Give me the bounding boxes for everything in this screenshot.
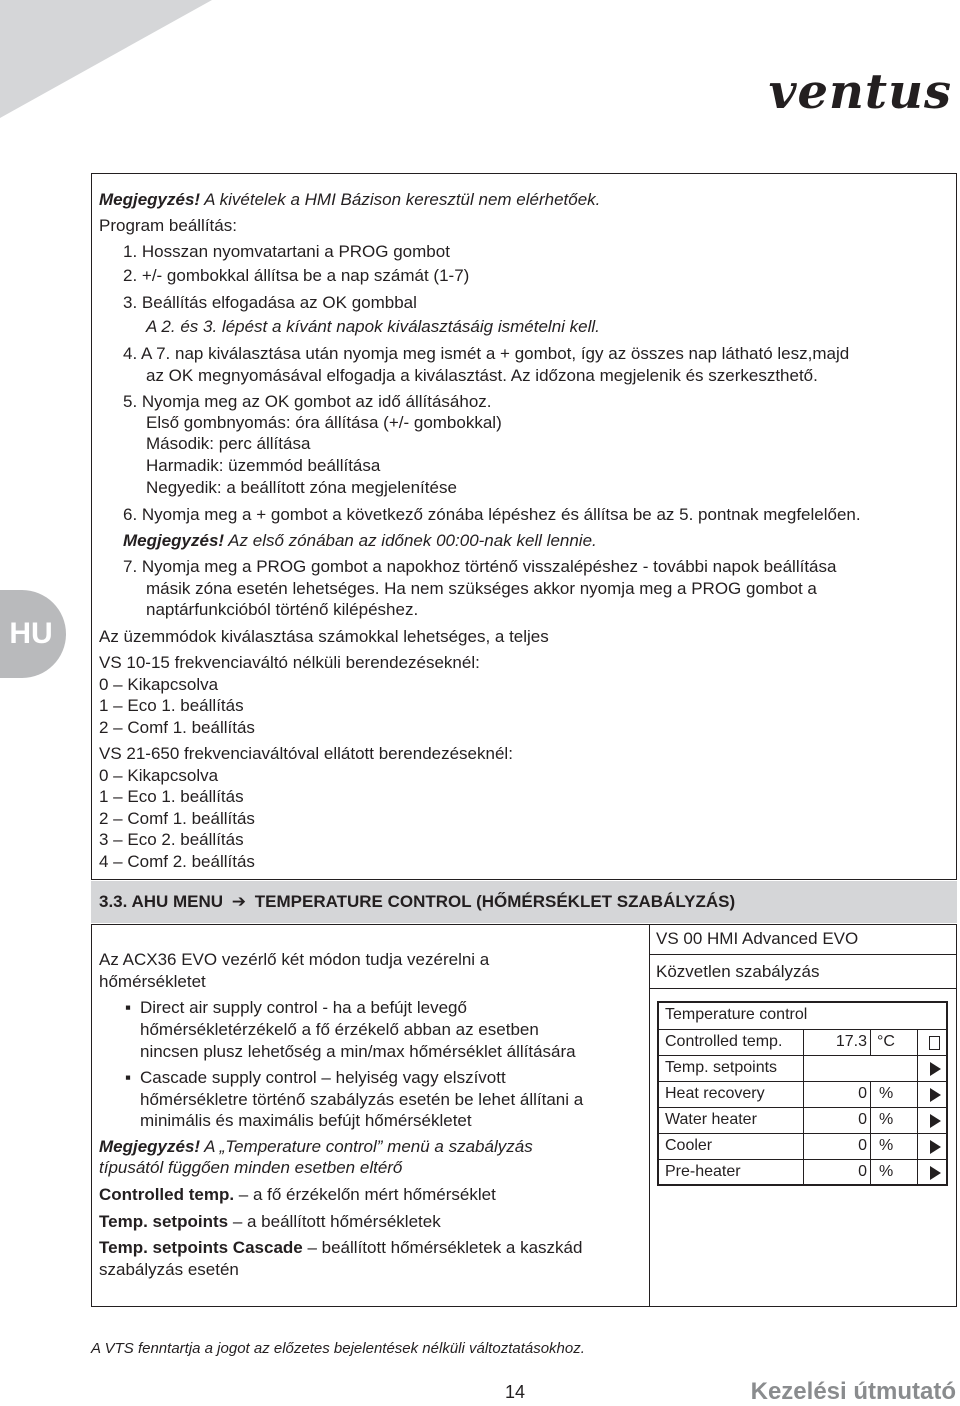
menu-title: Temperature control [665, 1006, 808, 1023]
bullet1-line2: hőmérsékletérzékelő a fő érzékelő abban az esetben [140, 1020, 539, 1039]
submenu-arrow-icon[interactable] [930, 1114, 941, 1128]
bullet2-line2: hőmérsékletre történő szabályzás esetén be lehet állítani a [140, 1090, 584, 1109]
step-3: 3. Beállítás elfogadása az OK gombbal [123, 293, 417, 312]
menu-row-value: 0 [858, 1111, 867, 1128]
menu-row-label: Pre-heater [665, 1163, 741, 1180]
menu-row[interactable] [659, 1029, 946, 1056]
vs1-mode: 1 – Eco 1. beállítás [99, 696, 244, 715]
page-number: 14 [505, 1382, 526, 1402]
menu-row-unit: % [879, 1163, 894, 1180]
ventus-logo: ventus [768, 64, 952, 120]
section-heading: 3.3. AHU MENU ➔ TEMPERATURE CONTROL (HŐMÉRSÉKLET SZABÁLYZÁS) [91, 881, 957, 923]
bullet-icon: ▪ [125, 1068, 132, 1087]
bullet-icon: ▪ [125, 998, 132, 1017]
menu-row[interactable] [659, 1159, 946, 1186]
definition-2: Temp. setpoints – a beállított hőmérsékletek [99, 1212, 441, 1231]
menu-row-value: 0 [858, 1085, 867, 1102]
menu-row-label: Temp. setpoints [665, 1059, 778, 1076]
divider [649, 954, 957, 955]
control-mode: Közvetlen szabályzás [656, 962, 820, 981]
disclaimer: A VTS fenntartja a jogot az előzetes bejelentések nélküli változtatásokhoz. [91, 1340, 585, 1357]
press-2: Második: perc állítása [146, 434, 311, 453]
note-line: Megjegyzés! A kivételek a HMI Bázison keresztül nem elérhetőek. [99, 190, 601, 209]
definition-3-line2: szabályzás esetén [99, 1260, 239, 1279]
intro-line2: hőmérsékletet [99, 972, 206, 991]
step-5: 5. Nyomja meg az OK gombot az idő állításához. [123, 392, 492, 411]
press-4: Negyedik: a beállított zóna megjelenítése [146, 478, 457, 497]
menu-row-value: 0 [858, 1137, 867, 1154]
step-6: 6. Nyomja meg a + gombot a következő zónába lépéshez és állítsa be az 5. pontnak megfelelően. [123, 505, 861, 524]
vs1-mode: 2 – Comf 1. beállítás [99, 718, 255, 737]
temperature-control-menu [657, 1001, 948, 1186]
menu-row-unit: % [879, 1085, 894, 1102]
submenu-arrow-icon[interactable] [930, 1140, 941, 1154]
note-2: Megjegyzés! Az első zónában az időnek 00:00-nak kell lennie. [123, 531, 597, 550]
vs1-mode: 0 – Kikapcsolva [99, 675, 219, 694]
divider [649, 988, 957, 989]
divider [917, 1030, 918, 1056]
placeholder-icon [929, 1036, 940, 1050]
bullet1-line1: Direct air supply control - ha a befújt levegő [140, 998, 467, 1017]
step-2: 2. +/- gombokkal állítsa be a nap számát (1-7) [123, 266, 470, 285]
divider [917, 1134, 918, 1160]
intro-line1: Az ACX36 EVO vezérlő két módon tudja vezérelni a [99, 950, 490, 969]
menu-row-label: Controlled temp. [665, 1033, 783, 1050]
submenu-arrow-icon[interactable] [930, 1062, 941, 1076]
divider [917, 1082, 918, 1108]
press-3: Harmadik: üzemmód beállítása [146, 456, 381, 475]
menu-row-unit: % [879, 1137, 894, 1154]
divider [870, 1030, 871, 1056]
submenu-arrow-icon[interactable] [930, 1166, 941, 1180]
definition-1: Controlled temp. – a fő érzékelőn mért hőmérséklet [99, 1185, 496, 1204]
divider [917, 1108, 918, 1134]
step-7-line1: 7. Nyomja meg a PROG gombot a napokhoz történő visszalépéshez - további napok beállítása [123, 557, 837, 576]
divider [870, 1108, 871, 1134]
vs2-mode: 2 – Comf 1. beállítás [99, 809, 255, 828]
step-7-line3: naptárfunkcióból történő kilépéshez. [146, 600, 419, 619]
bullet2-line1: Cascade supply control – helyiség vagy elszívott [140, 1068, 506, 1087]
bullet2-line3: minimális és maximális befújt hőmérsékletet [140, 1111, 472, 1130]
language-tab: HU [0, 590, 66, 678]
device-name: VS 00 HMI Advanced EVO [656, 929, 859, 948]
vs2-mode: 0 – Kikapcsolva [99, 766, 219, 785]
divider [870, 1134, 871, 1160]
menu-row[interactable] [659, 1107, 946, 1134]
menu-row-label: Water heater [665, 1111, 757, 1128]
vs2-mode: 3 – Eco 2. beállítás [99, 830, 244, 849]
note-3-line1: Megjegyzés! A „Temperature control” menü a szabályzás [99, 1137, 533, 1156]
modes-intro: Az üzemmódok kiválasztása számokkal lehetséges, a teljes [99, 627, 549, 646]
definition-3: Temp. setpoints Cascade – beállított hőmérsékletek a kaszkád [99, 1238, 583, 1257]
step-7-line2: másik zóna esetén lehetséges. Ha nem szükséges akkor nyomja meg a PROG gombot a [146, 579, 817, 598]
menu-row[interactable] [659, 1055, 946, 1082]
menu-row-label: Heat recovery [665, 1085, 765, 1102]
corner-decoration [0, 0, 212, 118]
step-3-note: A 2. és 3. lépést a kívánt napok kiválasztásáig ismételni kell. [146, 317, 600, 336]
menu-row-unit: % [879, 1111, 894, 1128]
vs2-mode: 4 – Comf 2. beállítás [99, 852, 255, 871]
menu-row-label: Cooler [665, 1137, 713, 1154]
divider [870, 1160, 871, 1186]
step-1: 1. Hosszan nyomvatartani a PROG gombot [123, 242, 450, 261]
menu-row-value: 0 [858, 1163, 867, 1180]
divider [917, 1056, 918, 1082]
vs2-mode: 1 – Eco 1. beállítás [99, 787, 244, 806]
submenu-arrow-icon[interactable] [930, 1088, 941, 1102]
menu-row[interactable] [659, 1133, 946, 1160]
divider [803, 1056, 804, 1082]
menu-row-value: 17.3 [835, 1033, 867, 1050]
document-title: Kezelési útmutató [750, 1378, 956, 1405]
divider [870, 1082, 871, 1108]
menu-row-unit: °C [877, 1033, 895, 1050]
step-4-line2: az OK megnyomásával elfogadja a kiválasztást. Az időzona megjelenik és szerkeszthető. [146, 366, 818, 385]
note-3-line2: típusától függően minden esetben eltérő [99, 1158, 403, 1177]
program-title: Program beállítás: [99, 216, 237, 235]
bullet1-line3: nincsen plusz lehetőség a min/max hőmérséklet állítására [140, 1042, 576, 1061]
vs2-title: VS 21-650 frekvenciaváltóval ellátott berendezéseknél: [99, 744, 513, 763]
divider [917, 1160, 918, 1186]
right-arrow-icon: ➔ [231, 892, 247, 911]
press-1: Első gombnyomás: óra állítása (+/- gombokkal) [146, 413, 502, 432]
vs1-title: VS 10-15 frekvenciaváltó nélküli berendezéseknél: [99, 653, 480, 672]
menu-row[interactable] [659, 1081, 946, 1108]
menu-title-row [659, 1003, 946, 1029]
step-4-line1: 4. A 7. nap kiválasztása után nyomja meg ismét a + gombot, így az összes nap látható lesz,majd [123, 344, 850, 363]
